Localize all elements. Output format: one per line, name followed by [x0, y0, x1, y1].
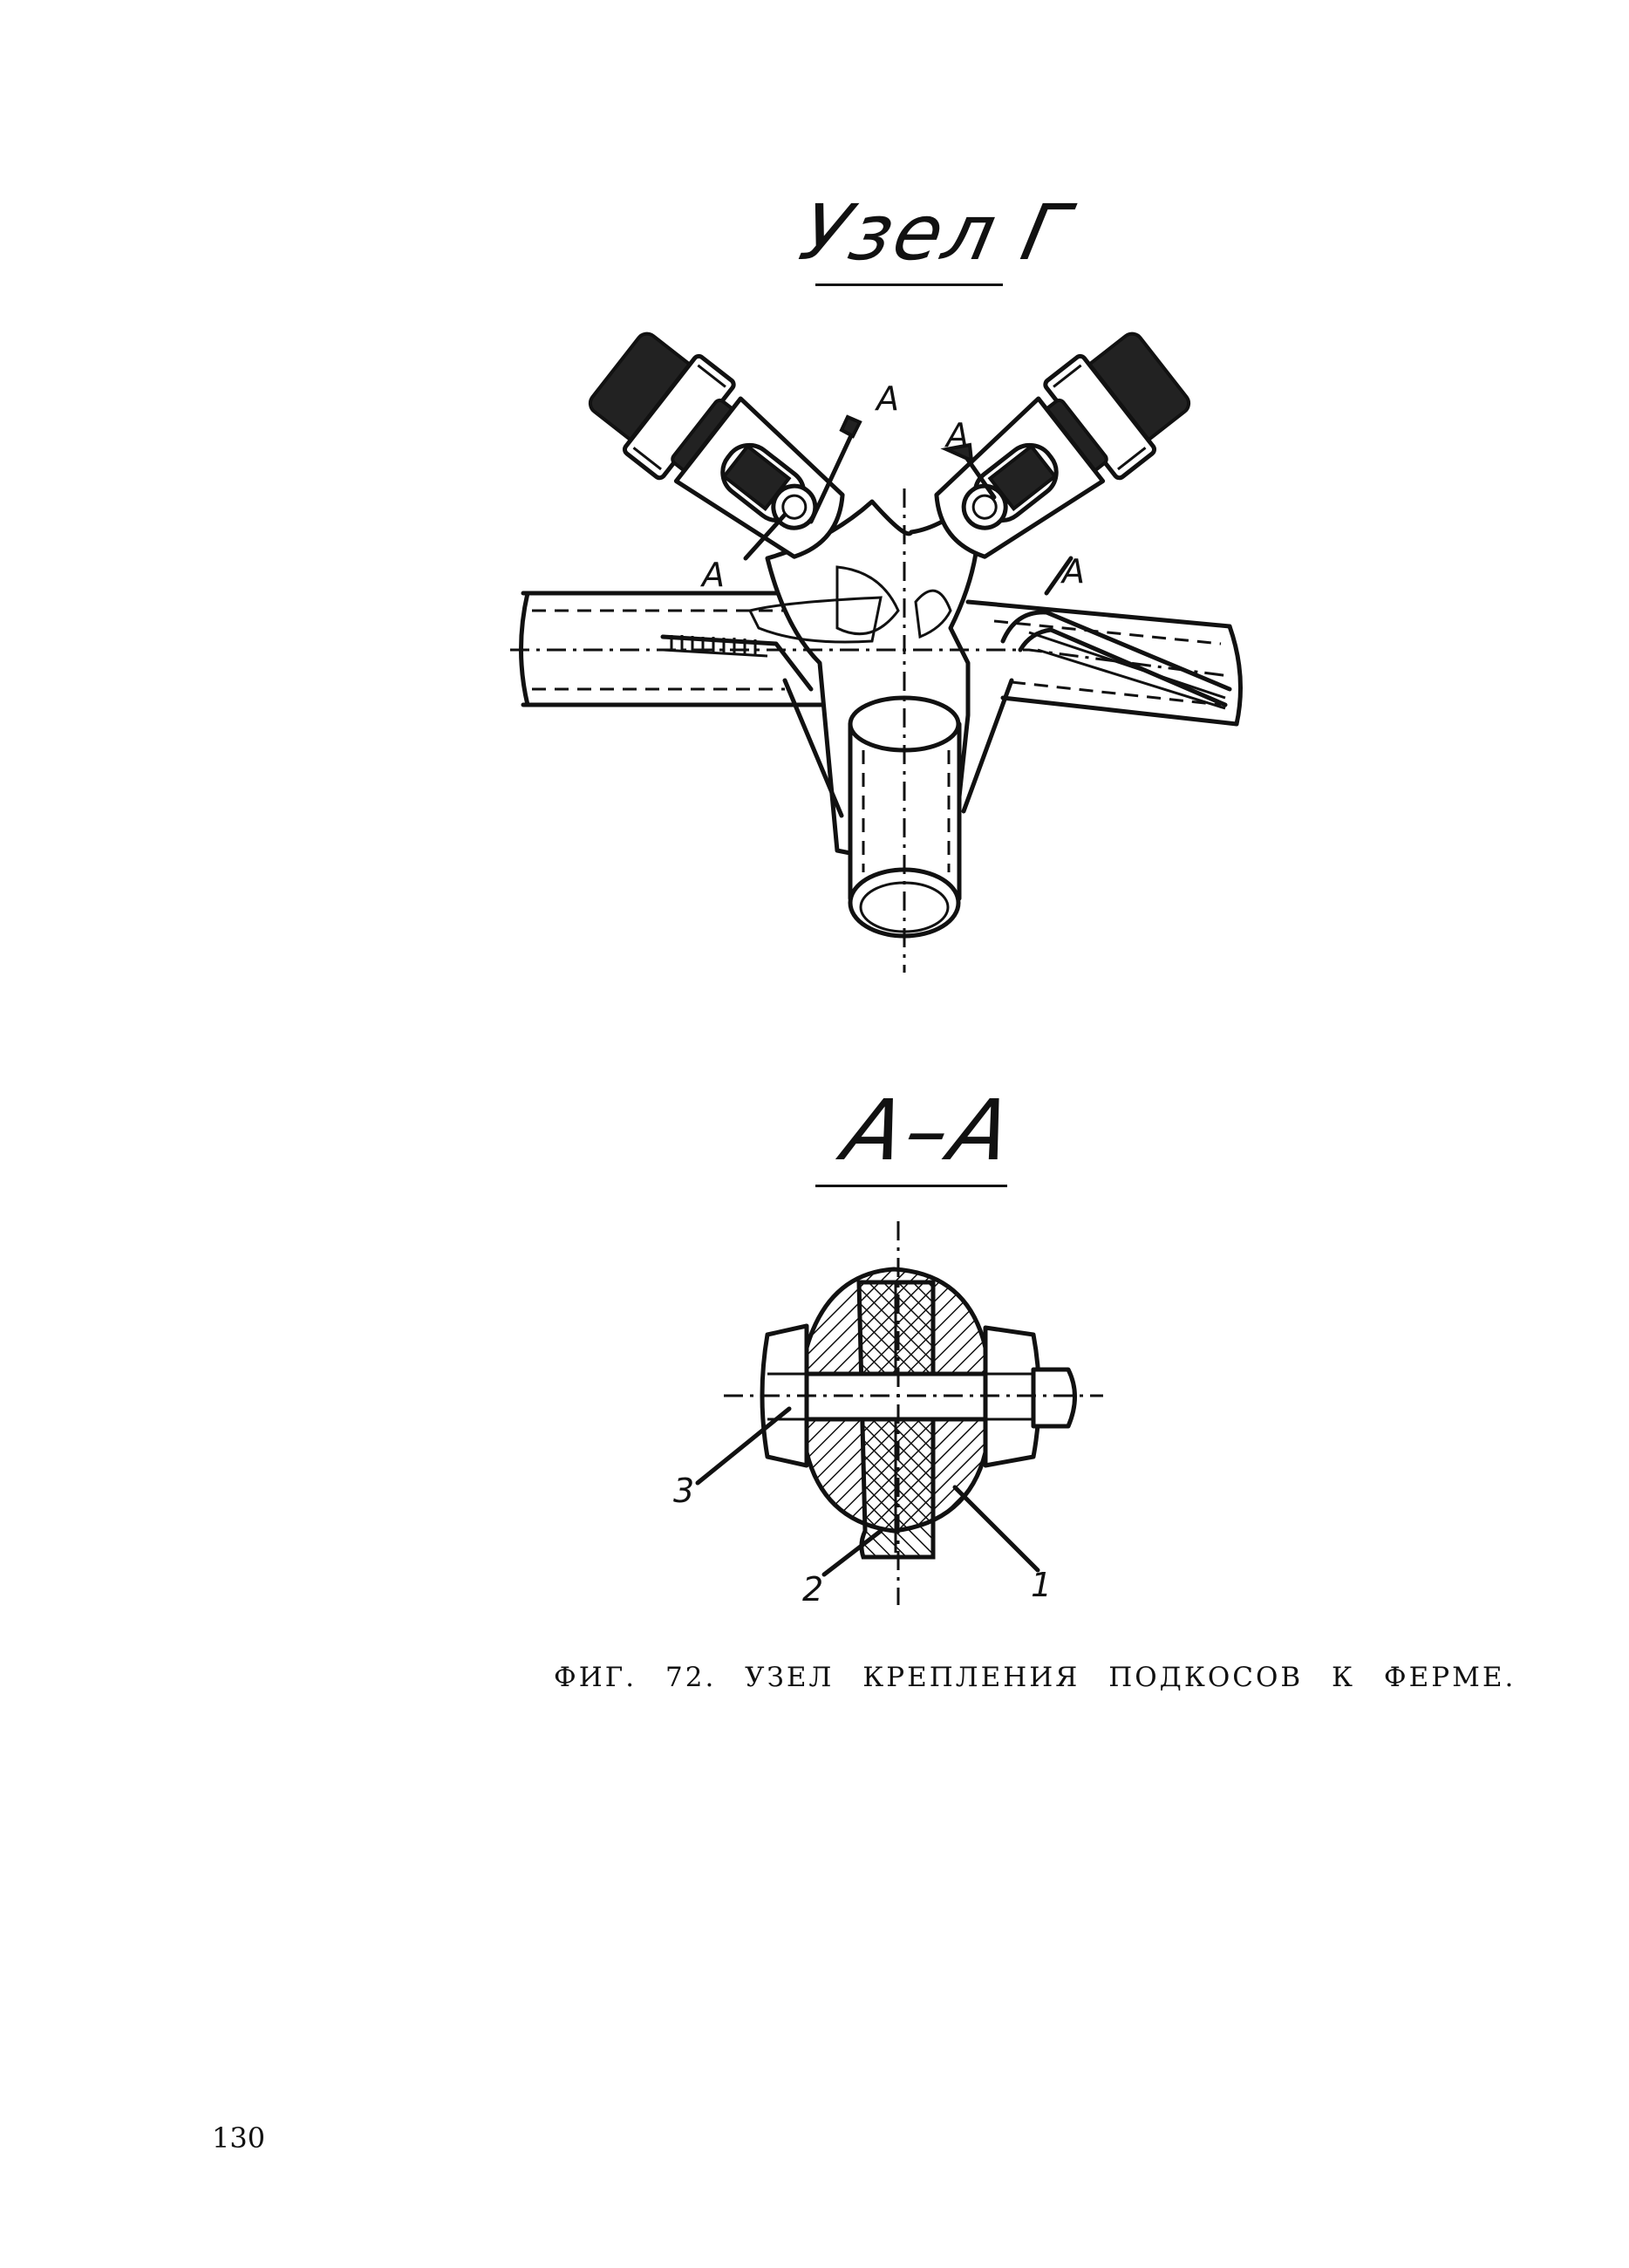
bolt-shank-section — [802, 1374, 1007, 1419]
callout-1: 1 — [1031, 1566, 1053, 1604]
detail-view-title: Узел Г — [793, 188, 1079, 277]
page-number: 130 — [212, 2121, 266, 2155]
section-marker-bottom-right — [1046, 552, 1085, 593]
right-bent-lug — [1003, 612, 1230, 705]
bolt-end — [1033, 1370, 1075, 1426]
node-assembly-drawing — [510, 319, 1241, 973]
left-brace-fork — [578, 319, 866, 582]
section-view-title: А–А — [835, 1082, 1024, 1179]
section-marker-label: А — [876, 379, 899, 418]
section-a-a-drawing — [673, 1221, 1103, 1609]
section-marker-label: А — [702, 556, 725, 594]
figure-caption: ФИГ. 72. УЗЕЛ КРЕПЛЕНИЯ ПОДКОСОВ К ФЕРМЕ. — [554, 1662, 1517, 1693]
callout-3: 3 — [673, 1472, 695, 1510]
section-marker-label: А — [946, 416, 969, 454]
right-truss-chord — [968, 602, 1241, 724]
section-marker-label: А — [1062, 552, 1085, 591]
callout-2: 2 — [802, 1570, 824, 1609]
